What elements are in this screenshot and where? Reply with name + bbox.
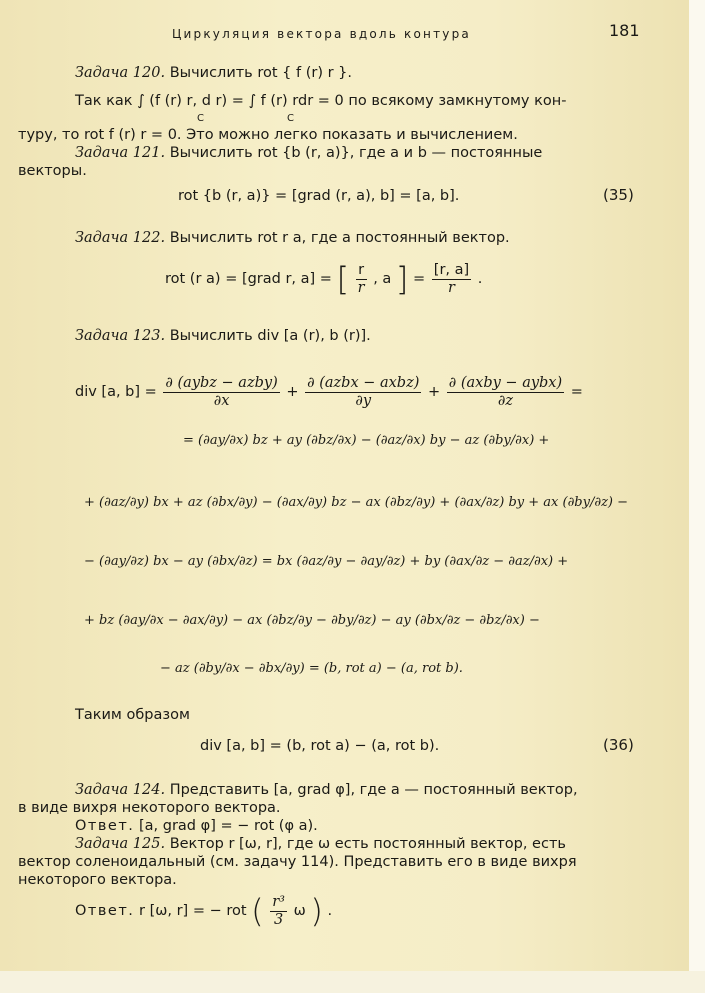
- expansion-row: = (∂ay/∂x) bz + ay (∂bz/∂x) − (∂az/∂x) by − az (∂by/∂x) +: [183, 433, 550, 448]
- text-line: Так как ∫ (f (r) r, d r) = ∫ f (r) rdr = 0 по всякому замкнутому кон-: [75, 93, 567, 109]
- fraction: $\frac{\text{∂ (axby − aybx)}}{\partial z}$: [448, 374, 563, 409]
- problem-text: Вектор r [ω, r], где ω есть постоянный вектор, есть: [169, 836, 566, 852]
- eq-text: div [a, b] =: [75, 384, 157, 400]
- text-line: Таким образом: [75, 707, 190, 723]
- paren: ): [310, 892, 323, 931]
- eq-text: rot (r a) = [grad r, a] =: [165, 271, 332, 288]
- fraction: $\frac{r}{r}$: [357, 262, 365, 296]
- page-edge: [689, 0, 705, 993]
- text-line: в виде вихря некоторого вектора.: [18, 800, 281, 816]
- problem-text: Вычислить rot {b (r, a)}, где a и b — постоянные: [169, 145, 543, 161]
- page-number: 181: [609, 21, 640, 40]
- expansion-row: − az (∂by/∂x − ∂bx/∂y) = (b, rot a) − (a, rot b).: [160, 661, 463, 676]
- problem-125: [75, 835, 566, 853]
- problem-label: Задача 124.: [75, 782, 166, 798]
- problem-text: Вычислить div [a (r), b (r)].: [169, 328, 371, 344]
- fraction: $\frac{\text{∂ (azbx − axbz)}}{\partial y}$: [307, 374, 420, 409]
- problem-label: Задача 123.: [75, 328, 166, 344]
- equation-122: rot (r a) = [grad r, a] = [ $\frac{r}{r}$ , a ] = $\frac{[r, a]}{r}$ .: [165, 260, 483, 299]
- problem-text: Представить [a, grad φ], где a — постоянный вектор,: [169, 782, 578, 798]
- expansion-row: + bz (∂ay/∂x − ∂ax/∂y) − ax (∂bz/∂y − ∂by/∂z) − ay (∂bx/∂z − ∂bz/∂x) −: [84, 613, 540, 628]
- equation-number: (36): [603, 736, 634, 754]
- div-expansion: div [a, b] = $\frac{\text{∂ (aybz − azby)}}{\partial x}$ + $\frac{\text{∂ (azbx − axbz)}}{\partial y}$ + $\frac{\text{∂ (axby − aybx)}}{\partial z}$ =: [75, 374, 583, 409]
- answer-125: Ответ. r [ω, r] = − rot ( $\frac{\text{r³}}{3}$ ω ) .: [75, 892, 333, 931]
- equation-35: rot {b (r, a)} = [grad (r, a), b] = [a, b].: [178, 188, 460, 204]
- answer-124: [75, 817, 318, 835]
- fraction: $\frac{\text{∂ (aybz − azby)}}{\partial x}$: [165, 374, 278, 409]
- problem-label: Задача 125.: [75, 836, 166, 852]
- fraction: $\frac{[r, a]}{r}$: [433, 262, 470, 296]
- paren: (: [251, 892, 264, 931]
- problem-121: [75, 144, 542, 162]
- text-line: некоторого вектора.: [18, 872, 177, 888]
- problem-label: Задача 122.: [75, 230, 166, 246]
- answer-label: Ответ.: [75, 818, 135, 834]
- equation-number: (35): [603, 186, 634, 204]
- contour-label: C: [287, 113, 294, 124]
- fraction: $\frac{\text{r³}}{3}$: [272, 894, 285, 928]
- bracket: ]: [395, 260, 409, 299]
- bracket: [: [336, 260, 350, 299]
- problem-label: Задача 120.: [75, 65, 166, 81]
- problem-text: Вычислить rot { f (r) r }.: [169, 65, 352, 81]
- text-line: векторы.: [18, 163, 87, 179]
- text-line: вектор соленоидальный (см. задачу 114). Представить его в виде вихря: [18, 854, 577, 870]
- answer-text: r [ω, r] = − rot: [139, 903, 247, 920]
- omega: ω: [293, 903, 306, 920]
- problem-124: [75, 781, 578, 799]
- problem-text: Вычислить rot r a, где a постоянный вектор.: [169, 230, 510, 246]
- problem-label: Задача 121.: [75, 145, 166, 161]
- running-header: Циркуляция вектора вдоль контура: [172, 27, 471, 41]
- problem-122: [75, 229, 510, 247]
- expansion-row: − (∂ay/∂z) bx − ay (∂bx/∂z) = bx (∂az/∂y − ∂ay/∂z) + by (∂ax/∂z − ∂az/∂x) +: [84, 554, 569, 569]
- equation-36: div [a, b] = (b, rot a) − (a, rot b).: [200, 738, 440, 754]
- contour-label: C: [197, 113, 204, 124]
- expansion-row: + (∂az/∂y) bx + az (∂bx/∂y) − (∂ax/∂y) bz − ax (∂bz/∂y) + (∂ax/∂z) by + ax (∂by/∂z) −: [84, 495, 629, 510]
- answer-label: Ответ.: [75, 903, 135, 920]
- page-bottom-edge: [0, 971, 705, 993]
- problem-123: [75, 327, 371, 345]
- text-line: туру, то rot f (r) r = 0. Это можно легко показать и вычислением.: [18, 127, 518, 143]
- problem-120: [75, 64, 352, 82]
- answer-text: [a, grad φ] = − rot (φ a).: [139, 818, 318, 834]
